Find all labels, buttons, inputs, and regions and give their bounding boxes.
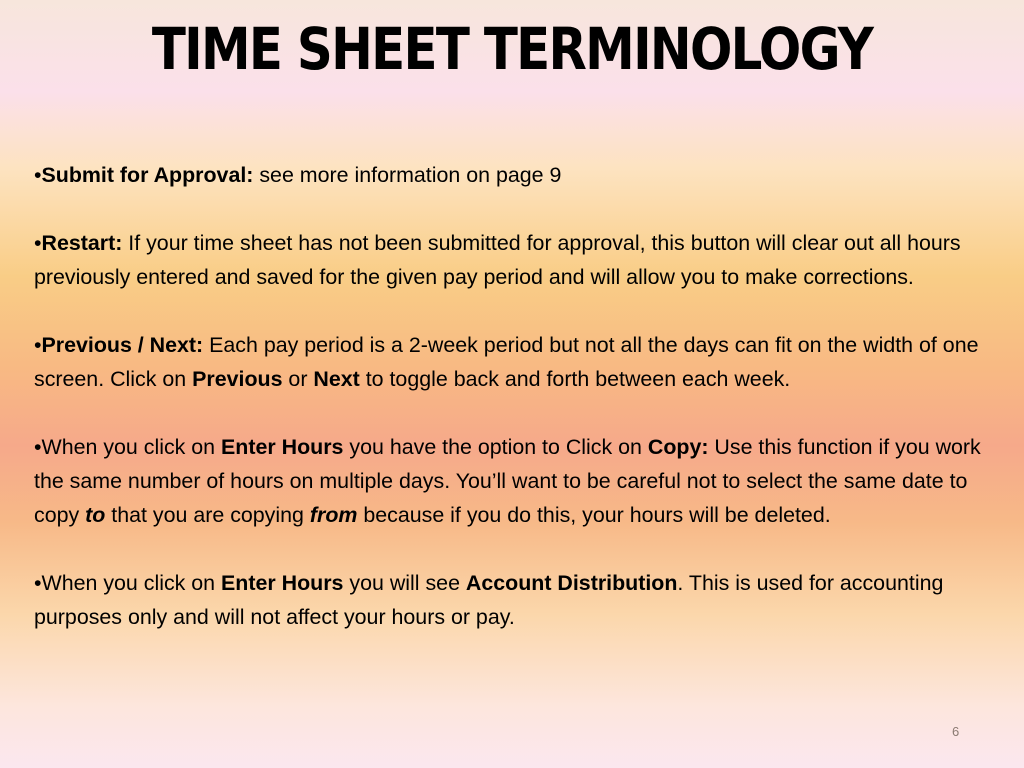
keyword-to: to: [85, 503, 106, 527]
bullet-text: Use this function if you work the same number of hours on multiple days. You’ll want to be careful not to select the same date to copy: [34, 435, 981, 527]
bullet-text: If your time sheet has not been submitted for approval, this button will clear out all hours previously entered and saved for the given pay period and will allow you to make corrections.: [34, 231, 961, 289]
term-submit-for-approval: Submit for Approval:: [41, 163, 254, 187]
bullet-marker: •: [34, 435, 42, 459]
bullet-text: When you click on: [41, 571, 222, 595]
bullet-enter-hours-account-distribution: [34, 566, 1000, 634]
bullet-restart: [34, 226, 1000, 294]
bullet-previous-next: [34, 328, 1000, 396]
bullet-list: [34, 158, 1000, 668]
keyword-next: Next: [313, 367, 360, 391]
bullet-text: to toggle back and forth between each week.: [359, 367, 791, 391]
bullet-text: When you click on: [41, 435, 222, 459]
slide-title: TIME SHEET TERMINOLOGY: [151, 15, 873, 83]
bullet-text: or: [282, 367, 314, 391]
bullet-text: that you are copying: [105, 503, 310, 527]
keyword-account-distribution: Account Distribution: [465, 571, 678, 595]
bullet-marker: •: [34, 333, 42, 357]
bullet-marker: •: [34, 163, 42, 187]
bullet-text: . This is used for accounting purposes only and will not affect your hours or pay.: [34, 571, 944, 629]
term-restart: Restart:: [41, 231, 123, 255]
keyword-copy: Copy:: [647, 435, 709, 459]
keyword-from: from: [309, 503, 358, 527]
bullet-marker: •: [34, 231, 42, 255]
bullet-text: because if you do this, your hours will be deleted.: [357, 503, 831, 527]
bullet-text: see more information on page 9: [253, 163, 562, 187]
keyword-enter-hours: Enter Hours: [221, 435, 344, 459]
keyword-enter-hours: Enter Hours: [221, 571, 344, 595]
bullet-submit-for-approval: [34, 158, 1000, 192]
keyword-previous: Previous: [192, 367, 283, 391]
bullet-text: you have the option to Click on: [343, 435, 648, 459]
term-previous-next: Previous / Next:: [41, 333, 204, 357]
page-number: 6: [952, 724, 960, 739]
bullet-enter-hours-copy: [34, 430, 1000, 532]
bullet-text: you will see: [343, 571, 466, 595]
bullet-text: Each pay period is a 2-week period but not all the days can fit on the width of one screen. Click on: [34, 333, 979, 391]
bullet-marker: •: [34, 571, 42, 595]
